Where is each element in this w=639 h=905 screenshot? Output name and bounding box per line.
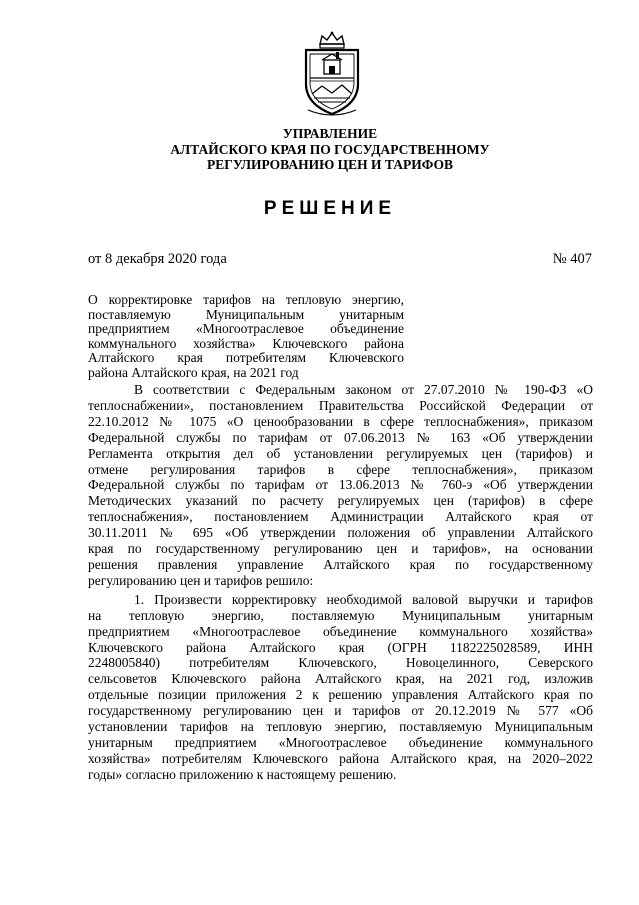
subject-line: О корректировке тарифов на тепловую энергию, bbox=[88, 292, 404, 307]
preamble-line: регулированию цен и тарифов решило: bbox=[88, 572, 314, 588]
preamble-line: Федеральной службы по тарифам от 13.06.2013 № 760-э «Об утверждении bbox=[88, 477, 593, 493]
issuing-authority bbox=[80, 126, 580, 173]
subject-line: района Алтайского края, на 2021 год bbox=[88, 364, 299, 380]
document-number: № 407 bbox=[552, 251, 592, 267]
preamble-line: края по государственному регулированию цен и тарифов», на основании bbox=[88, 541, 593, 557]
preamble-line: решения правления управление Алтайского края по государственному bbox=[88, 556, 593, 572]
item-1-line: отдельные позиции приложения 2 к решению управления Алтайского края по bbox=[88, 687, 593, 703]
item-1-line: сельсоветов Ключевского района Алтайского края, на 2021 год, изложив bbox=[88, 671, 593, 687]
preamble-line: Методических указаний по расчету регулируемых цен (тарифов) в сфере bbox=[88, 493, 593, 509]
authority-line: УПРАВЛЕНИЕ bbox=[282, 126, 378, 141]
altai-krai-coat-of-arms-icon bbox=[298, 30, 366, 118]
document-body bbox=[88, 382, 593, 783]
item-1-line: Ключевского района Алтайского края (ОГРН 1182225028589, ИНН bbox=[88, 639, 593, 655]
subject-line: предприятием «Многоотраслевое объединение bbox=[88, 321, 404, 337]
item-1-line: государственному регулированию цен и тарифов от 20.12.2019 № 577 «Об bbox=[88, 703, 593, 719]
item-1-line: установлении тарифов на тепловую энергию, поставляемую Муниципальным bbox=[88, 719, 593, 735]
preamble-line: 22.10.2012 № 1075 «О ценообразовании в сфере теплоснабжения», приказом bbox=[88, 413, 593, 429]
preamble-line: Федеральной службы по тарифам от 07.06.2013 № 163 «Об утверждении bbox=[88, 429, 593, 445]
preamble-line: Регламента открытия дел об установлении регулируемых цен (тарифов) и bbox=[88, 445, 593, 461]
document-type-title: РЕШЕНИЕ bbox=[263, 198, 397, 219]
item-1-line: на тепловую энергию, поставляемую Муниципальным унитарным bbox=[88, 607, 593, 623]
preamble-line: 30.11.2011 № 695 «Об утверждении положения об управлении Алтайского bbox=[88, 525, 593, 541]
document-date: от 8 декабря 2020 года bbox=[88, 251, 227, 267]
preamble-line: теплоснабжении», постановлением Правительства Российской Федерации от bbox=[88, 397, 593, 413]
item-1-line: 1. Произвести корректировку необходимой валовой выручки и тарифов bbox=[134, 591, 593, 607]
document-subject bbox=[88, 293, 404, 381]
item-1-line: 2248005840) потребителям Ключевского, Новоцелинного, Северского bbox=[88, 655, 593, 671]
item-1-line: предприятием «Многоотраслевое объединение коммунального хозяйства» bbox=[88, 623, 593, 639]
subject-line: поставляемую Муниципальным унитарным bbox=[88, 306, 404, 322]
subject-line: Алтайского края потребителям Ключевского bbox=[88, 350, 404, 366]
authority-line: АЛТАЙСКОГО КРАЯ ПО ГОСУДАРСТВЕННОМУ bbox=[170, 141, 490, 157]
preamble-line: В соответствии с Федеральным законом от 27.07.2010 № 190-ФЗ «О bbox=[134, 382, 593, 397]
preamble-line: отмене регулирования тарифов в сфере теплоснабжения», приказом bbox=[88, 461, 593, 477]
authority-line: РЕГУЛИРОВАНИЮ ЦЕН И ТАРИФОВ bbox=[206, 157, 454, 172]
item-1-line: годы» согласно приложению к настоящему решению. bbox=[88, 766, 397, 782]
item-1-line: унитарным предприятием «Многоотраслевое объединение коммунального bbox=[88, 734, 593, 750]
subject-line: коммунального хозяйства» Ключевского района bbox=[88, 335, 404, 351]
preamble-line: теплоснабжения», постановлением Администрации Алтайского края от bbox=[88, 509, 593, 525]
item-1-line: хозяйства» потребителям Ключевского района Алтайского края, на 2020–2022 bbox=[88, 750, 593, 766]
